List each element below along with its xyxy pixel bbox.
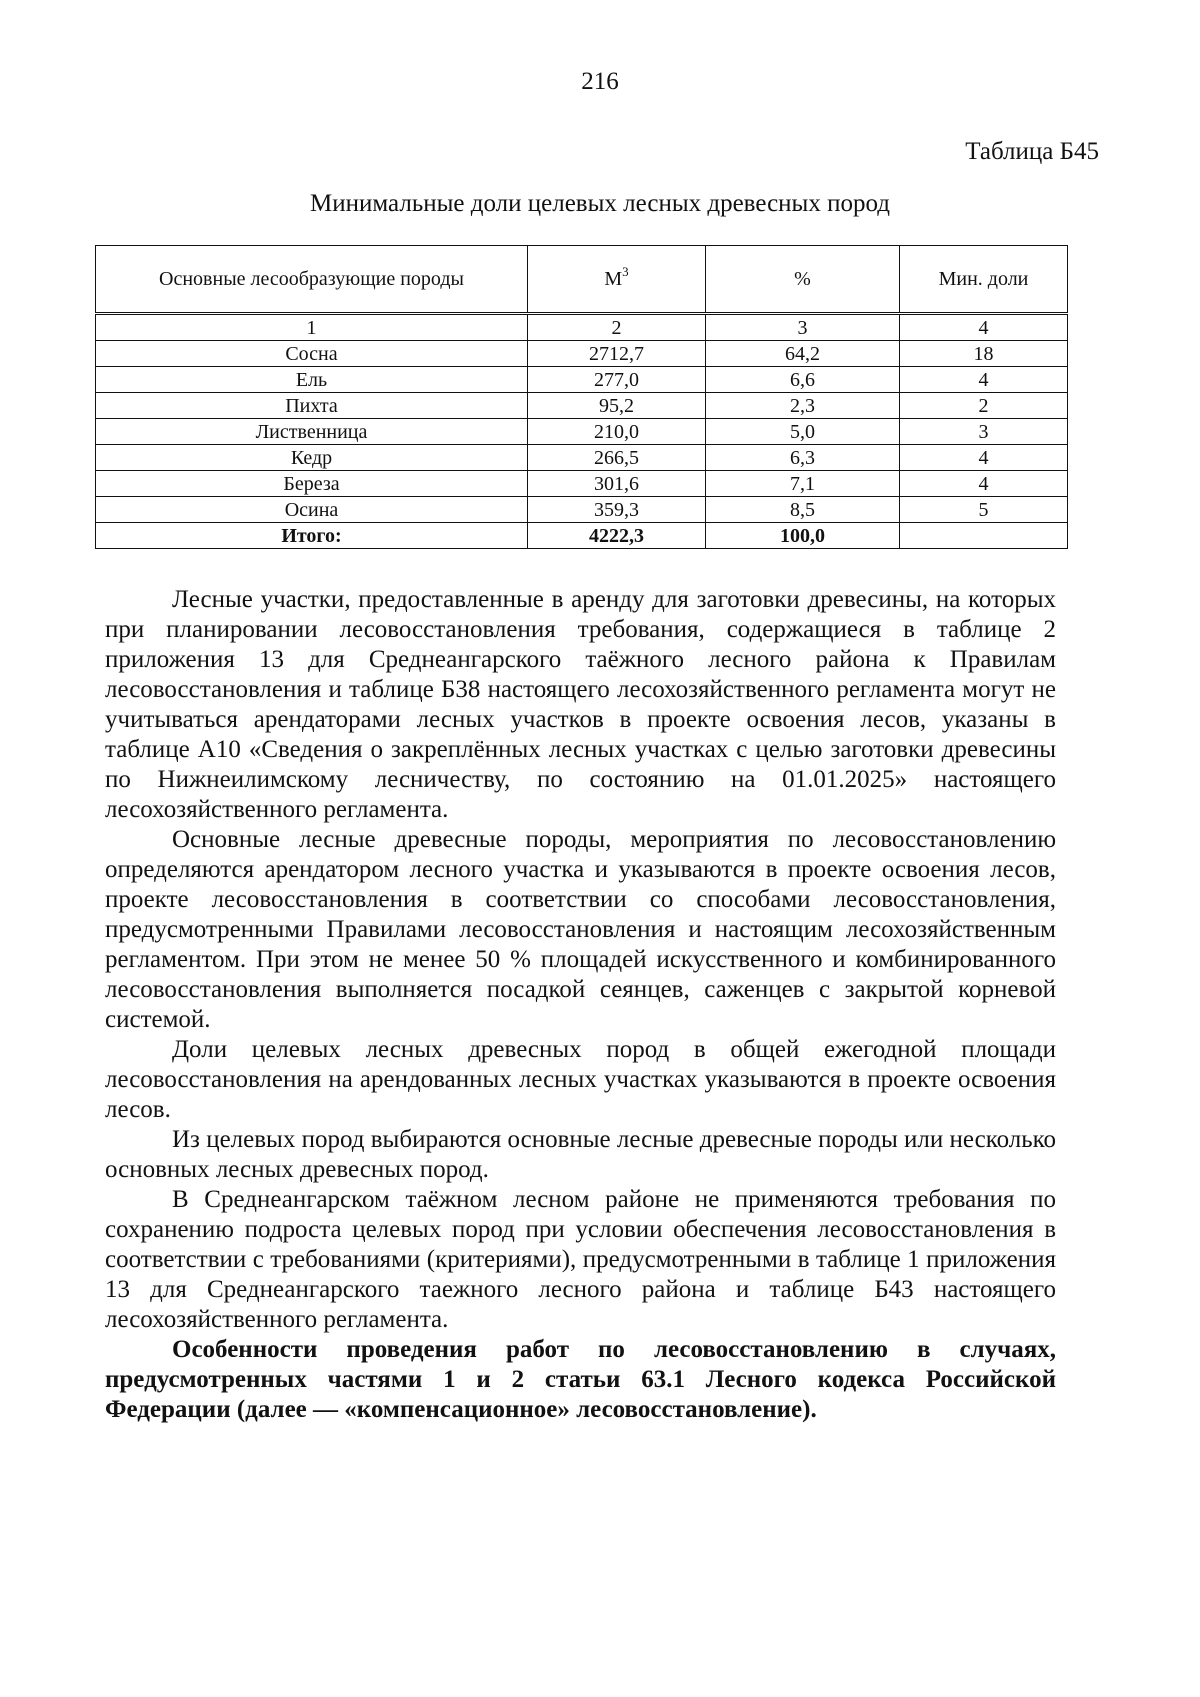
column-numbering-row [96,314,1068,341]
cell-percent: 6,6 [706,367,900,393]
total-label: Итого: [96,523,528,549]
header-volume [528,246,706,314]
cell-min-share: 4 [900,445,1068,471]
cell-volume: 301,6 [528,471,706,497]
paragraph: В Среднеангарском таёжном лесном районе не применяются требования по сохранению подроста целевых пород при условии обеспечения лесовосстановления в соответствии с требованиями (критериями), предусмотренными в таблице 1 приложения 13 для Среднеангарского таежного лесного района и таблице Б43 настоящего лесохозяйственного регламента. [105,1186,1056,1333]
paragraph: Основные лесные древесные породы, мероприятия по лесовосстановлению определяются арендатором лесного участка и указываются в проекте освоения лесов, проекте лесовосстановления в соответствии со способами лесовосстановления, предусмотренными Правилами лесовосстановления и настоящим лесохозяйственным регламентом. При этом не менее 50 % площадей искусственного и комбинированного лесовосстановления выполняется посадкой сеянцев, саженцев с закрытой корневой системой. [105,826,1056,1033]
cell-species: Осина [96,497,528,523]
total-row [96,523,1068,549]
cell-percent: 5,0 [706,419,900,445]
cell-min-share: 4 [900,471,1068,497]
header-volume-unit: М [604,268,623,290]
table-row [96,367,1068,393]
column-number: 2 [528,314,706,341]
header-percent: % [706,246,900,314]
section-heading: Особенности проведения работ по лесовосстановлению в случаях, предусмотренных частями 1 и 2 статьи 63.1 Лесного кодекса Российской Федерации (далее — «компенсационное» лесовосстановление). [105,1336,1056,1423]
cell-volume: 2712,7 [528,341,706,367]
column-number: 1 [96,314,528,341]
cell-min-share: 4 [900,367,1068,393]
column-number: 4 [900,314,1068,341]
cell-min-share: 5 [900,497,1068,523]
header-species: Основные лесообразующие породы [96,246,528,314]
column-number: 3 [706,314,900,341]
cell-volume: 210,0 [528,419,706,445]
cell-min-share: 3 [900,419,1068,445]
header-min-share: Мин. доли [900,246,1068,314]
cell-species: Сосна [96,341,528,367]
table-row [96,497,1068,523]
cell-percent: 6,3 [706,445,900,471]
table-row [96,445,1068,471]
cell-species: Ель [96,367,528,393]
table-title: Минимальные доли целевых лесных древесных пород [310,190,890,217]
cell-percent: 2,3 [706,393,900,419]
paragraph: Из целевых пород выбираются основные лесные древесные породы или несколько основных лесных древесных пород. [105,1126,1056,1183]
table-row [96,419,1068,445]
cell-volume: 266,5 [528,445,706,471]
cell-species: Пихта [96,393,528,419]
cell-volume: 95,2 [528,393,706,419]
species-share-table [95,245,1068,549]
total-min-share [900,523,1068,549]
table-header-row [96,246,1068,314]
total-percent: 100,0 [706,523,900,549]
cell-percent: 8,5 [706,497,900,523]
paragraph: Лесные участки, предоставленные в аренду для заготовки древесины, на которых при планировании лесовосстановления требования, содержащиеся в таблице 2 приложения 13 для Среднеангарского таёжного лесного района к Правилам лесовосстановления и таблице Б38 настоящего лесохозяйственного регламента могут не учитываться арендаторами лесных участков в проекте освоения лесов, указаны в таблице А10 «Сведения о закреплённых лесных участках с целью заготовки древесины по Нижнеилимскому лесничеству, по состоянию на 01.01.2025» настоящего лесохозяйственного регламента. [105,586,1056,823]
total-volume: 4222,3 [528,523,706,549]
body-text [105,585,1056,1425]
paragraph: Доли целевых лесных древесных пород в общей ежегодной площади лесовосстановления на арендованных лесных участках указываются в проекте освоения лесов. [105,1036,1056,1123]
cell-min-share: 18 [900,341,1068,367]
cell-volume: 359,3 [528,497,706,523]
table-row [96,341,1068,367]
table-row [96,471,1068,497]
header-volume-exponent: 3 [622,264,629,279]
cell-percent: 7,1 [706,471,900,497]
cell-volume: 277,0 [528,367,706,393]
table-row [96,393,1068,419]
cell-min-share: 2 [900,393,1068,419]
page-number: 216 [581,68,619,95]
cell-percent: 64,2 [706,341,900,367]
cell-species: Береза [96,471,528,497]
cell-species: Лиственница [96,419,528,445]
cell-species: Кедр [96,445,528,471]
table-caption: Таблица Б45 [965,138,1099,165]
